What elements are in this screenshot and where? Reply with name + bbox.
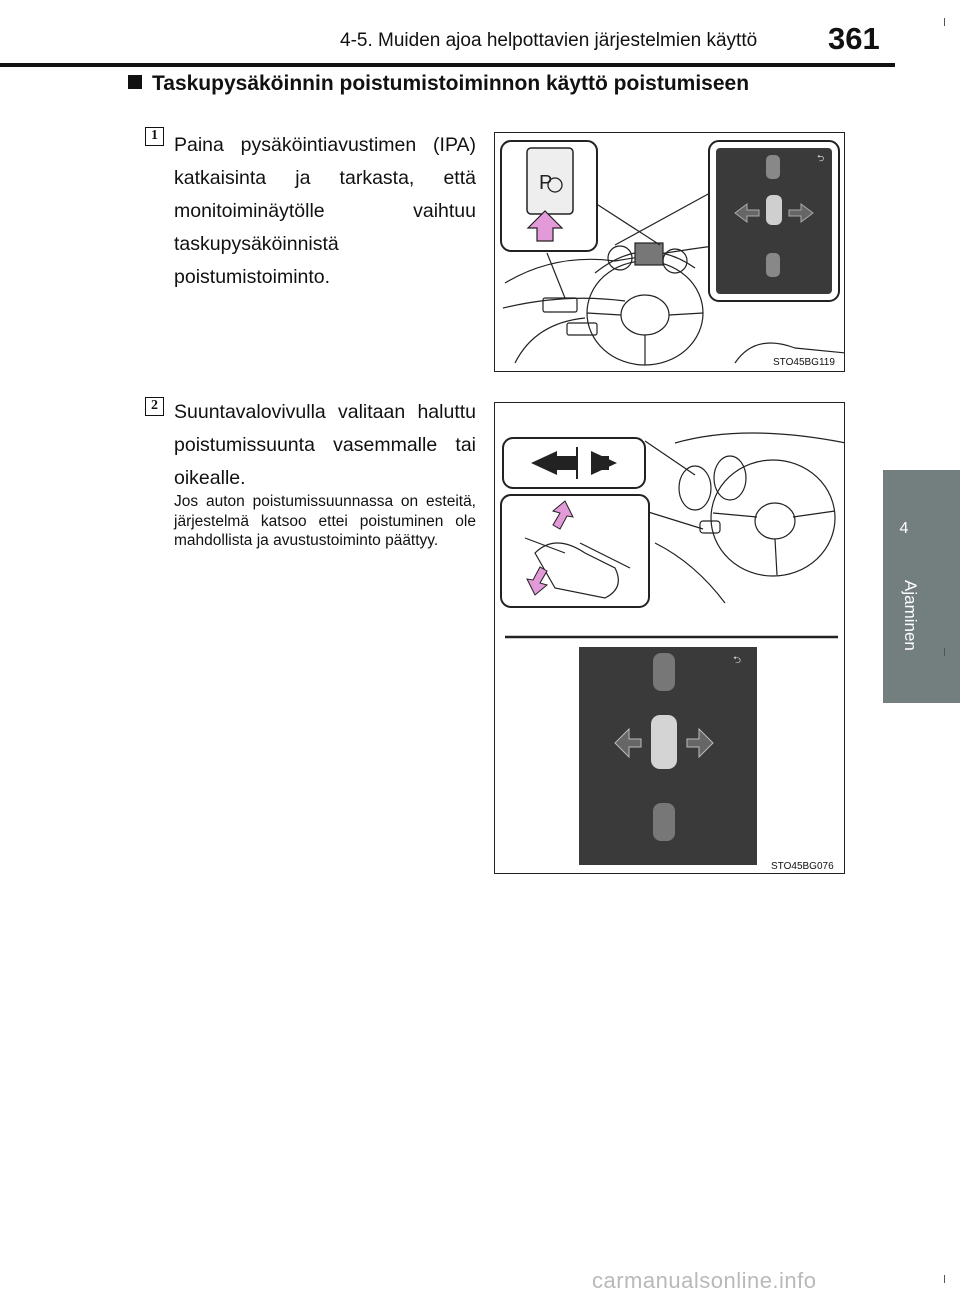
crop-mark bbox=[944, 18, 945, 26]
figure-code: STO45BG119 bbox=[773, 357, 835, 368]
step-1-badge: 1 bbox=[145, 127, 164, 146]
running-header: 4-5. Muiden ajoa helpottavien järjestelmien käyttö bbox=[340, 30, 758, 51]
header-rule bbox=[0, 63, 895, 67]
page-number: 361 bbox=[828, 21, 880, 56]
dashboard-illustration bbox=[495, 133, 845, 372]
step-1-text: Paina pysäköintiavustimen (IPA) katkaisinta ja tarkasta, että monitoiminäytölle vaihtuu taskupysäköinnistä poistumistoiminto. bbox=[174, 134, 476, 288]
square-bullet-icon bbox=[128, 75, 142, 89]
step-2-note: Jos auton poistumissuunnassa on esteitä, järjestelmä katsoo ettei poistuminen ole mahdollista ja avustustoiminto päättyy. bbox=[174, 493, 476, 549]
chapter-name bbox=[890, 580, 920, 670]
chapter-number: 4 bbox=[899, 520, 909, 537]
svg-text:⮌: ⮌ bbox=[817, 154, 825, 164]
figure-turn-signal bbox=[494, 402, 845, 874]
ipa-switch-letter: P bbox=[539, 172, 553, 194]
watermark: carmanualsonline.info bbox=[592, 1268, 817, 1293]
svg-text:⮌: ⮌ bbox=[733, 655, 742, 666]
crop-mark bbox=[944, 1275, 945, 1283]
turn-signal-illustration bbox=[495, 403, 845, 874]
chapter-name-label: Ajaminen bbox=[901, 580, 920, 651]
crop-mark bbox=[944, 648, 945, 656]
step-2-text: Suuntavalovivulla valitaan haluttu poistumissuunta vasemmalle tai oikealle. bbox=[174, 401, 476, 489]
section-heading bbox=[128, 72, 749, 96]
figure-code: STO45BG076 bbox=[771, 861, 834, 872]
section-heading-text: Taskupysäköinnin poistumistoiminnon käyttö poistumiseen bbox=[152, 72, 750, 95]
figure-ipa-switch bbox=[494, 132, 845, 372]
step-2-badge: 2 bbox=[145, 397, 164, 416]
